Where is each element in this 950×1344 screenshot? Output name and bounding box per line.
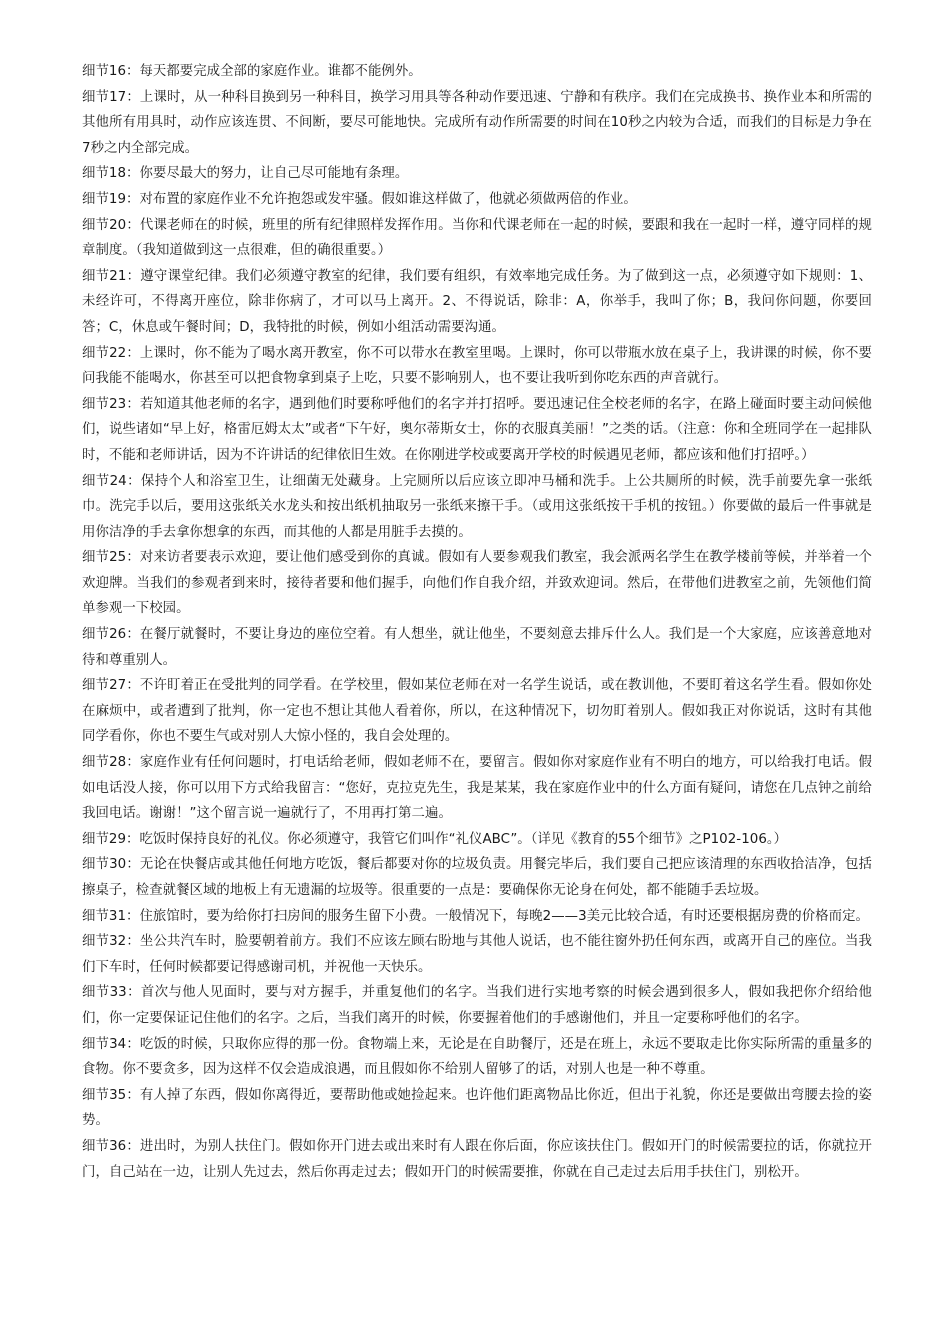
rule-text: 细节24：保持个人和浴室卫生，让细菌无处藏身。上完厕所以后应该立即冲马桶和洗手。上公共厕所的时候，洗手前要先拿一张纸巾。洗完手以后，要用这张纸关水龙头和按出纸机抽取另一张纸来擦干手。（或用这张纸按干手机的按钮。）你要做的最后一件事就是用你洁净的手去拿你想拿的东西，而其他的人都是用脏手去摸的。 <box>82 473 872 540</box>
rule-paragraph <box>82 852 872 903</box>
rule-text: 细节25：对来访者要表示欢迎，要让他们感受到你的真诚。假如有人要参观我们教室，我会派两名学生在教学楼前等候，并举着一个欢迎牌。当我们的参观者到来时，接待者要和他们握手，向他们作自我介绍，并致欢迎词。然后，在带他们进教室之前，先领他们简单参观一下校园。 <box>82 550 872 617</box>
rule-text: 细节36：进出时，为别人扶住门。假如你开门进去或出来时有人跟在你后面，你应该扶住门。假如开门的时候需要拉的话，你就拉开门，自己站在一边，让别人先过去，然后你再走过去；假如开门的时候需要推，你就在自己走过去后用手扶住门，别松开。 <box>82 1138 872 1180</box>
rule-paragraph <box>82 622 872 673</box>
rule-text: 细节16：每天都要完成全部的家庭作业。谁都不能例外。 <box>82 64 422 79</box>
rule-text: 细节31：住旅馆时，要为给你打扫房间的服务生留下小费。一般情况下，每晚2——3美元比较合适，有时还要根据房费的价格而定。 <box>82 908 869 924</box>
rule-paragraph <box>82 59 872 85</box>
rule-text: 细节20：代课老师在的时候，班里的所有纪律照样发挥作用。当你和代课老师在一起的时候，要跟和我在一起时一样，遵守同样的规章制度。（我知道做到这一点很难，但的确很重要。） <box>82 217 872 259</box>
rule-paragraph <box>82 264 872 341</box>
rule-paragraph <box>82 980 872 1031</box>
rule-paragraph <box>82 1134 872 1185</box>
rule-text: 细节23：若知道其他老师的名字，遇到他们时要称呼他们的名字并打招呼。要迅速记住全校老师的名字，在路上碰面时要主动问候他们，说些诸如“早上好，格雷厄姆太太”或者“下午好，奥尔蒂斯女士，你的衣服真美丽！”之类的话。（注意：你和全班同学在一起排队时，不能和老师讲话，因为不许讲话的纪律依旧生效。在你刚进学校或要离开学校的时候遇见老师，都应该和他们打招呼。） <box>82 396 872 463</box>
rule-text: 细节34：吃饭的时候，只取你应得的那一份。食物端上来，无论是在自助餐厅，还是在班上，永远不要取走比你实际所需的重量多的食物。你不要贪多，因为这样不仅会造成浪遇，而且假如你不给别人留够了的话，对别人也是一种不尊重。 <box>82 1036 872 1078</box>
rule-paragraph <box>82 85 872 162</box>
rule-text: 细节26：在餐厅就餐时，不要让身边的座位空着。有人想坐，就让他坐，不要刻意去排斥什么人。我们是一个大家庭，应该善意地对待和尊重别人。 <box>82 627 872 668</box>
rule-paragraph <box>82 392 872 469</box>
rule-text: 细节21：遵守课堂纪律。我们必须遵守教室的纪律，我们要有组织，有效率地完成任务。为了做到这一点，必须遵守如下规则：1、未经许可，不得离开座位，除非你病了，才可以马上离开。2、不得说话，除非：A，你举手，我叫了你；B，我问你问题，你要回答；C，休息或午餐时间；D，我特批的时候，例如小组活动需要沟通。 <box>82 268 872 335</box>
rules-list <box>82 59 872 1185</box>
rule-paragraph <box>82 161 872 187</box>
rule-text: 细节30：无论在快餐店或其他任何地方吃饭，餐后都要对你的垃圾负责。用餐完毕后，我们要自己把应该清理的东西收拾洁净，包括擦桌子，检查就餐区域的地板上有无遗漏的垃圾等。很重要的一点是：要确保你无论身在何处，都不能随手丢垃圾。 <box>82 857 872 898</box>
rule-paragraph <box>82 904 872 930</box>
rule-paragraph <box>82 341 872 392</box>
rule-paragraph <box>82 750 872 827</box>
rule-paragraph <box>82 827 872 853</box>
rule-text: 细节17：上课时，从一种科目换到另一种科目，换学习用具等各种动作要迅速、宁静和有秩序。我们在完成换书、换作业本和所需的其他所有用具时，动作应该连贯、不间断，要尽可能地快。完成所有动作所需要的时间在10秒之内较为合适，而我们的目标是力争在7秒之内全部完成。 <box>82 89 872 156</box>
rule-paragraph <box>82 469 872 546</box>
rule-paragraph <box>82 929 872 980</box>
rule-paragraph <box>82 545 872 622</box>
rule-text: 细节35：有人掉了东西，假如你离得近，要帮助他或她捡起来。也许他们距离物品比你近，但出于礼貌，你还是要做出弯腰去捡的姿势。 <box>82 1087 872 1129</box>
rule-text: 细节18：你要尽最大的努力，让自己尽可能地有条理。 <box>82 166 409 182</box>
rule-paragraph <box>82 1032 872 1083</box>
rule-text: 细节33：首次与他人见面时，要与对方握手，并重复他们的名字。当我们进行实地考察的时候会遇到很多人，假如我把你介绍给他们，你一定要保证记住他们的名字。之后，当我们离开的时候，你要握着他们的手感谢他们，并且一定要称呼他们的名字。 <box>82 985 872 1026</box>
rule-text: 细节19：对布置的家庭作业不允许抱怨或发牢骚。假如谁这样做了，他就必须做两倍的作业。 <box>82 191 637 207</box>
rule-text: 细节22：上课时，你不能为了喝水离开教室，你不可以带水在教室里喝。上课时，你可以带瓶水放在桌子上，我讲课的时候，你不要问我能不能喝水，你甚至可以把食物拿到桌子上吃，只要不影响别人，也不要让我听到你吃东西的声音就行。 <box>82 345 872 387</box>
rule-paragraph <box>82 213 872 264</box>
rule-text: 细节32：坐公共汽车时，脸要朝着前方。我们不应该左顾右盼地与其他人说话，也不能往窗外扔任何东西，或离开自己的座位。当我们下车时，任何时候都要记得感谢司机，并祝他一天快乐。 <box>82 934 872 975</box>
rule-text: 细节28：家庭作业有任何问题时，打电话给老师，假如老师不在，要留言。假如你对家庭作业有不明白的地方，可以给我打电话。假如电话没人接，你可以用下方式给我留言：“您好，克拉克先生，我是某某，我在家庭作业中的什么方面有疑问，请您在几点钟之前给我回电话。谢谢！”这个留言说一遍就行了，不用再打第二遍。 <box>82 755 872 822</box>
rule-text: 细节29：吃饭时保持良好的礼仪。你必须遵守，我管它们叫作“礼仪ABC”。（详见《教育的55个细节》之P102-106。） <box>82 831 788 847</box>
rule-paragraph <box>82 187 872 213</box>
rule-paragraph <box>82 673 872 750</box>
rule-text: 细节27：不许盯着正在受批判的同学看。在学校里，假如某位老师在对一名学生说话，或在教训他，不要盯着这名学生看。假如你处在麻烦中，或者遭到了批判，你一定也不想让其他人看着你，所以，在这种情况下，切勿盯着别人。假如我正对你说话，这时有其他同学看你，你也不要生气或对别人大惊小怪的，我自会处理的。 <box>82 678 872 745</box>
rule-paragraph <box>82 1083 872 1134</box>
